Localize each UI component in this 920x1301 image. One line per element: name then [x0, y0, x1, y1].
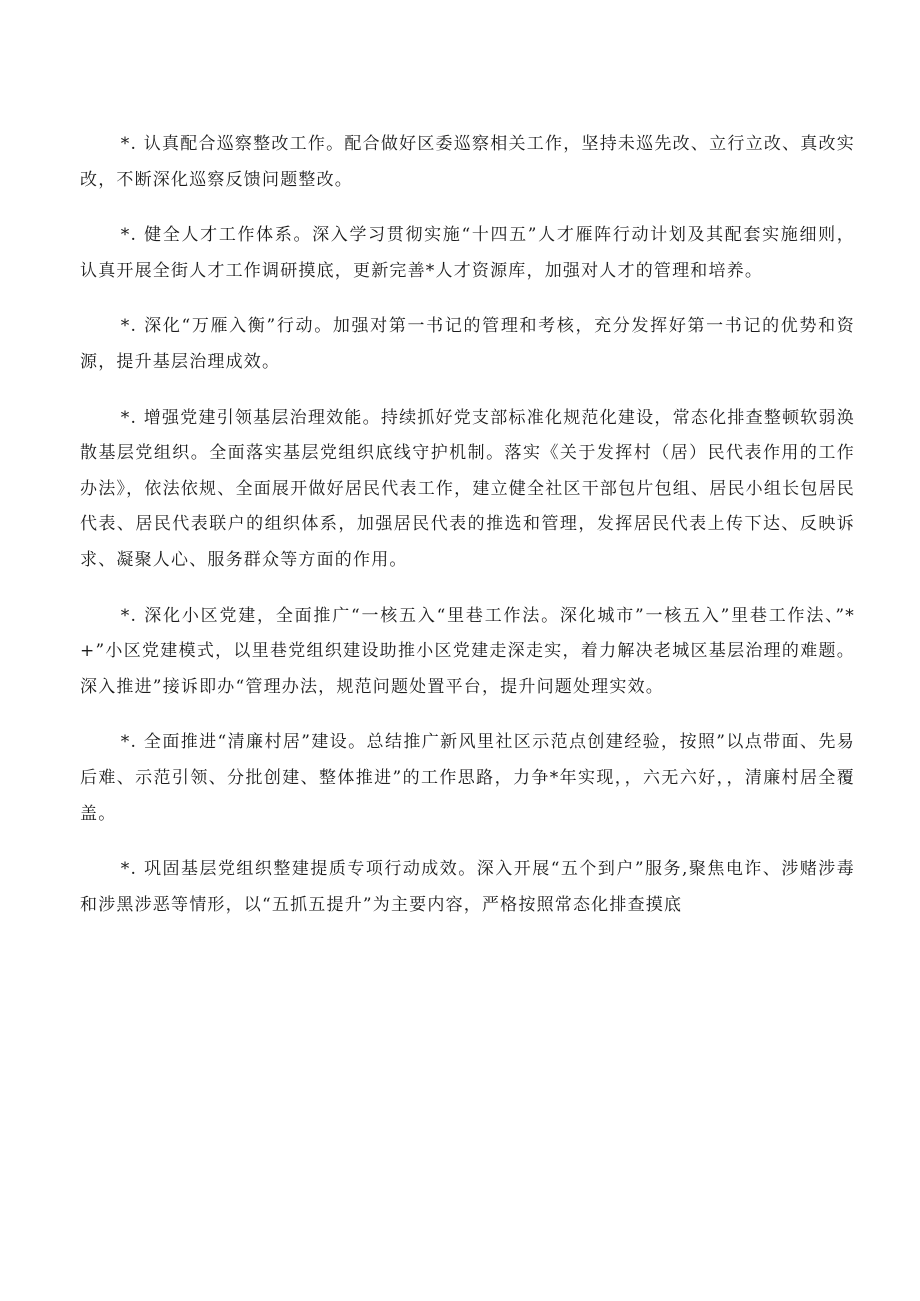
paragraph-wanyan-action: *. 深化“万雁入衡”行动。加强对第一书记的管理和考核，充分发挥好第一书记的优势和资源，提升基层治理成效。 [80, 316, 855, 372]
paragraph-talent-system: *. 健全人才工作体系。深入学习贯彻实施“十四五”人才雁阵行动计划及其配套实施细则，认真开展全街人才工作调研摸底，更新完善*人才资源库，加强对人才的管理和培养。 [80, 225, 855, 281]
document-body [80, 127, 855, 943]
paragraph-clean-village: *. 全面推进“清廉村居”建设。总结推广新风里社区示范点创建经验，按照”以点带面、先易后难、示范引领、分批创建、整体推进”的工作思路，力争*年实现，，六无六好，，清廉村居全覆盖。 [80, 732, 855, 824]
paragraph-grassroots-governance: *. 增强党建引领基层治理效能。持续抓好党支部标准化规范化建设，常态化排查整顿软弱涣散基层党组织。全面落实基层党组织底线守护机制。落实《关于发挥村（居）民代表作用的工作办法》，依法依规、全面展开做好居民代表工作，建立健全社区干部包片包组、居民小组长包居民代表、居民代表联户的组织体系，加强居民代表的推选和管理，发挥居民代表上传下达、反映诉求、凝聚人心、服务群众等方面的作用。 [80, 407, 855, 570]
paragraph-rectification: *. 认真配合巡察整改工作。配合做好区委巡察相关工作，坚持未巡先改、立行立改、真改实改，不断深化巡察反馈问题整改。 [80, 134, 855, 190]
paragraph-community-party-building: *. 深化小区党建，全面推广“一核五入“里巷工作法。深化城市”一核五入”里巷工作法、”*+”小区党建模式，以里巷党组织建设助推小区党建走深走实，着力解决老城区基层治理的难题。深入推进”接诉即办“管理办法，规范问题处置平台，提升问题处理实效。 [80, 605, 855, 697]
paragraph-consolidate-results: *. 巩固基层党组织整建提质专项行动成效。深入开展“五个到户”服务,聚焦电诈、涉赌涉毒和涉黑涉恶等情形，以“五抓五提升”为主要内容，严格按照常态化排查摸底 [80, 859, 855, 915]
